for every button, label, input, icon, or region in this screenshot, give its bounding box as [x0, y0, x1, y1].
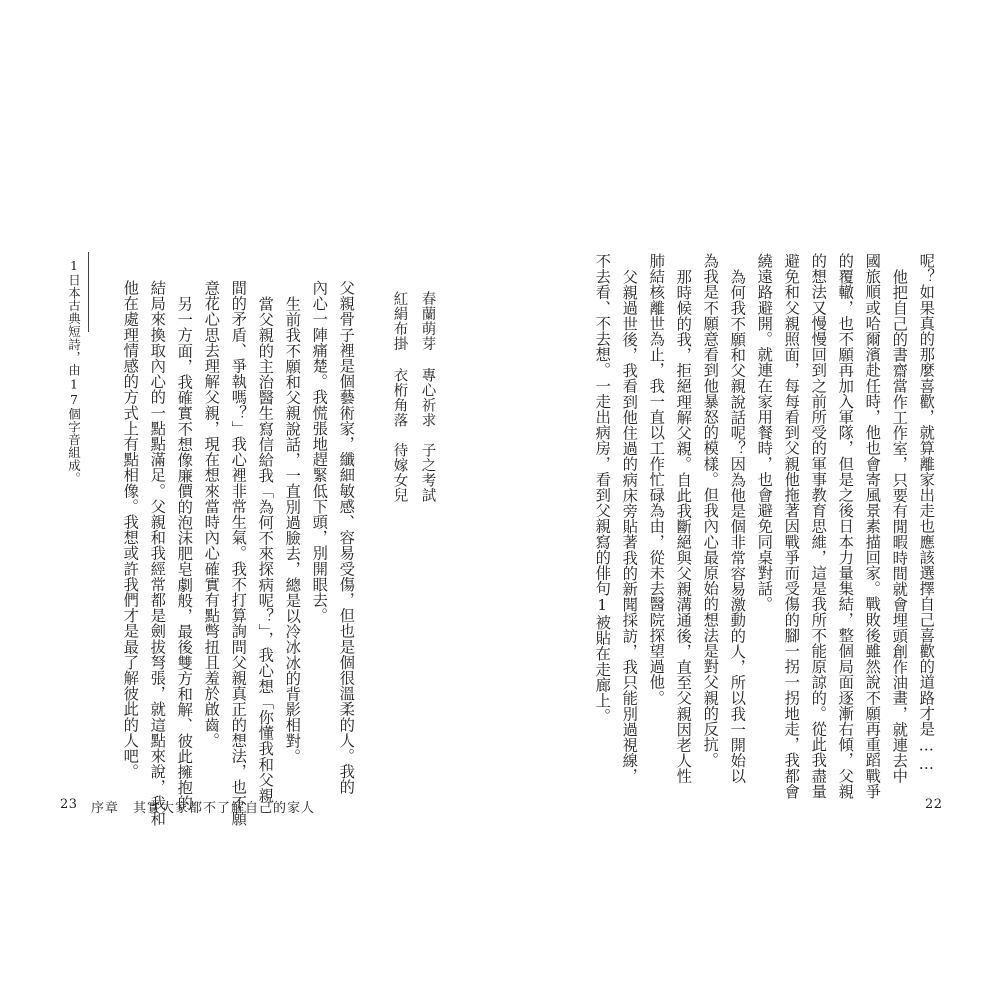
body-column: 的覆轍，也不願再加入軍隊，但是之後日本力量集結，整個局面逐漸右傾，父親 [836, 253, 855, 799]
body-column: 他在處理情感的方式上有點相像。我想或許我們才是最了解彼此的人吧。 [121, 280, 140, 780]
body-column: 國旅順或哈爾濱赴任時，他也會寄風景素描回家。戰敗後雖然說不願再重蹈戰爭 [863, 253, 882, 799]
body-column: 為何我不願和父親說話呢？因為他是個非常容易激動的人，所以我一開始以 [728, 269, 747, 784]
body-column: 避免和父親照面，每每看到父親他拖著因戰爭而受傷的腳一拐一拐地走，我都會 [782, 253, 801, 799]
body-column: 結局來換取內心的一點點滿足。父親和我經常都是劍拔弩張，就這點來說，我和 [148, 280, 167, 826]
body-column: 呢？如果真的那麼喜歡，就算離家出走也應該選擇自己喜歡的道路才是…… [917, 253, 936, 774]
running-head: 序章 其實大家都不了解自己的家人 [91, 801, 316, 816]
body-column: 不去看、不去想。一走出病房，看到父親寫的俳句1被貼在走廊上。 [593, 253, 612, 724]
body-column: 另一方面，我確實不想像廉價的泡沫肥皂劇般，最後雙方和解、彼此擁抱的 [175, 296, 194, 811]
body-column: 肺結核離世為止，我一直以工作忙碌為由，從未去醫院探望過他。 [647, 253, 666, 706]
page-number: 22 [925, 797, 943, 812]
body-column: 父親骨子裡是個藝術家，纖細敏感、容易受傷，但也是個很溫柔的人。我的 [337, 280, 356, 795]
body-column: 內心一陣痛楚。我慌張地趕緊低下頭，別開眼去。 [310, 280, 329, 624]
right-page [500, 0, 1000, 1000]
body-column: 生前我不願和父親說話，一直別過臉去，總是以冷冰冰的背影相對。 [283, 296, 302, 764]
body-column: 的想法又慢慢回到之前所受的軍事教育思維，這是我所不能原諒的。從此我盡量 [809, 253, 828, 799]
body-column: 當父親的主治醫生寫信給我「為何不來探病呢？」，我心想「你懂我和父親 [256, 296, 275, 804]
body-column: 那時候的我，拒絕理解父親。自此我斷絕與父親溝通後，直至父親因老人性 [674, 269, 693, 784]
body-column: 父親過世後，我看到他住過的病床旁貼著我的新聞採訪，我只能別過視線， [620, 269, 639, 784]
body-column: 間的矛盾、爭執嗎？」我心裡非常生氣。我不打算詢問父親真正的想法，也不願 [229, 280, 248, 826]
body-column: 繞遠路避開。就連在家用餐時，也會避免同桌對話。 [755, 253, 774, 612]
footnote-rule [88, 252, 89, 332]
poem-line: 紅絹布掛 衣桁角落 待嫁女兒 [391, 291, 408, 503]
poem-line: 春蘭萌芽 專心祈求 子之考試 [419, 291, 436, 503]
footnote: 1日本古典短詩，由17個字音組成。 [66, 258, 82, 485]
body-column: 為我是不願意看到他暴怒的模樣。但我內心最原始的想法是對父親的反抗。 [701, 253, 720, 768]
page-number: 23 [60, 797, 78, 812]
body-column: 意花心思去理解父親，現在想來當時內心確實有點彆扭且羞於啟齒。 [202, 280, 221, 748]
body-column: 他把自己的書齋當作工作室，只要有閒暇時間就會埋頭創作油畫，就連去中 [890, 269, 909, 784]
